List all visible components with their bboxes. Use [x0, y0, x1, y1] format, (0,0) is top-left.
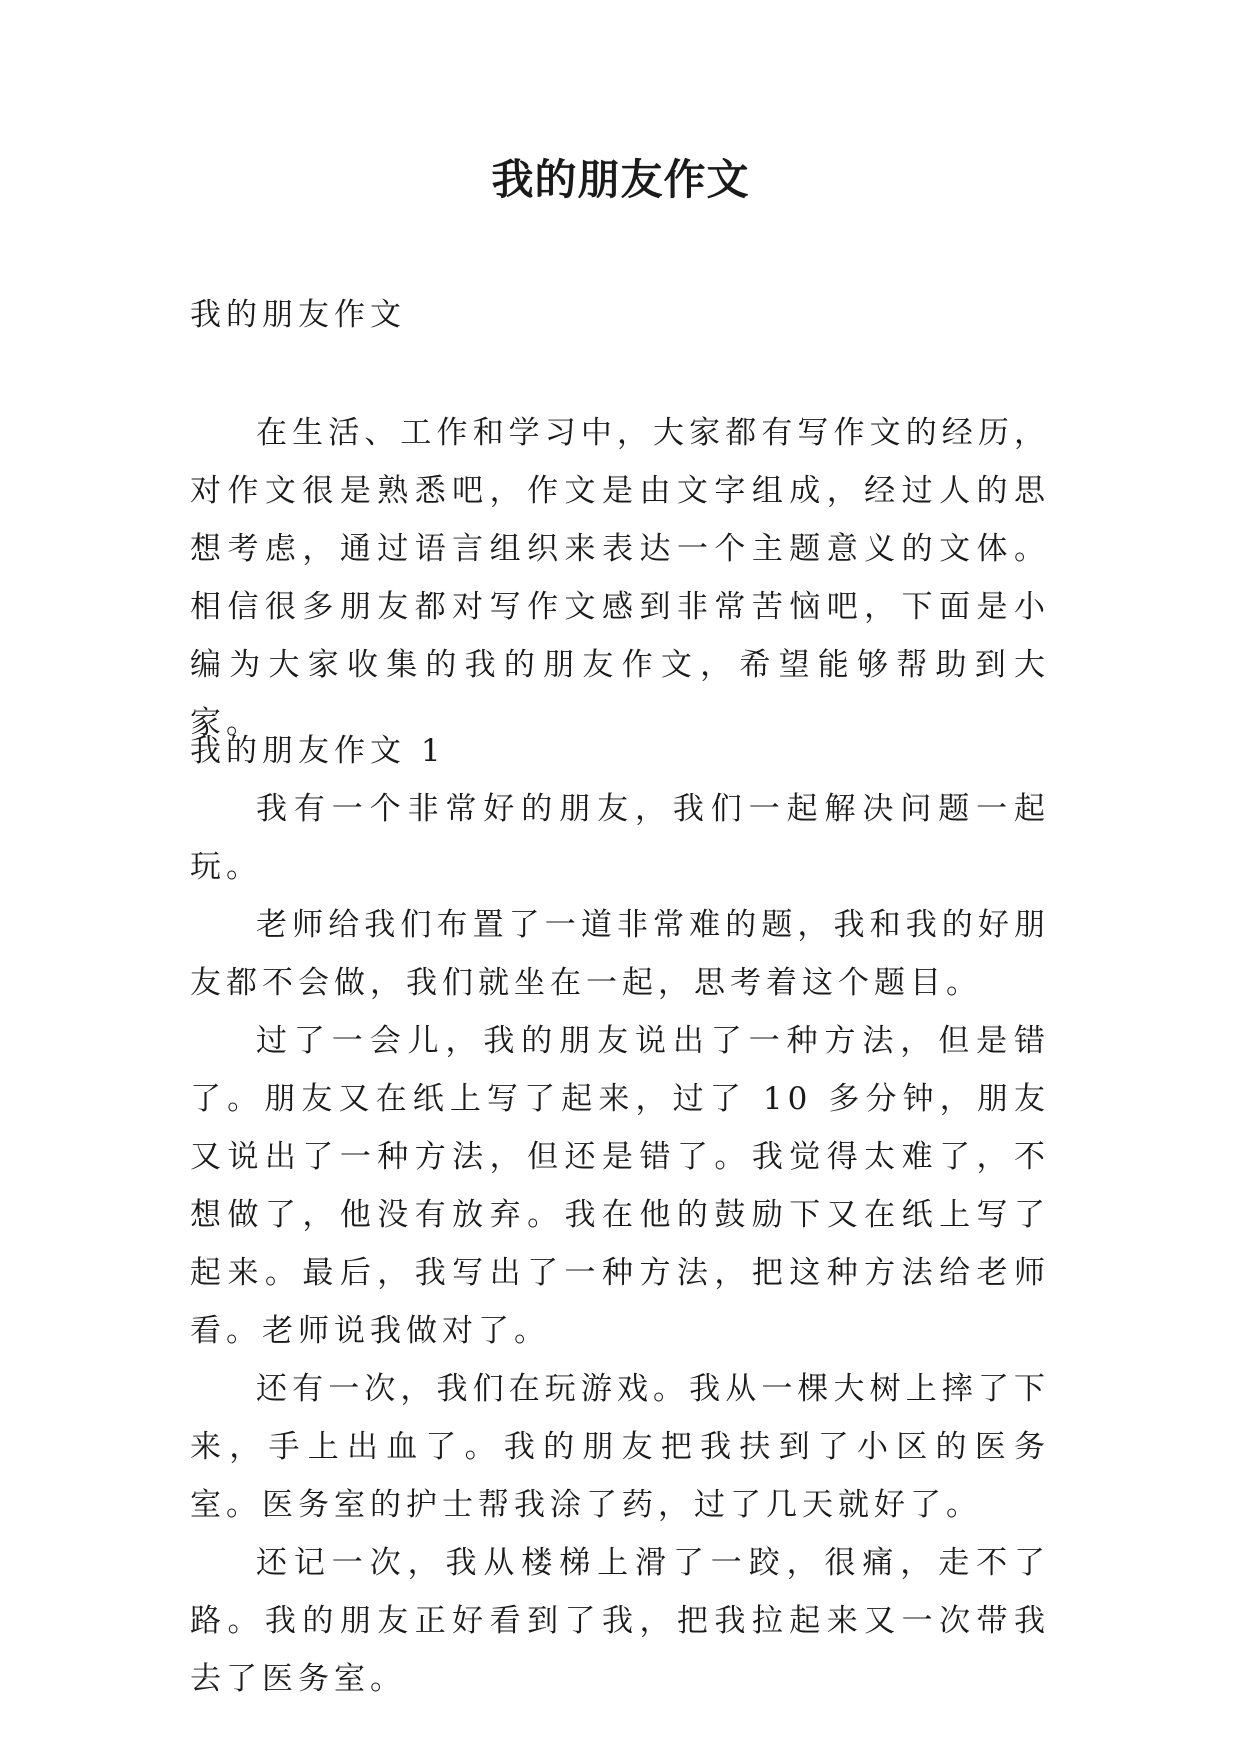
document-subtitle: 我的朋友作文: [190, 297, 406, 333]
section-heading: 我的朋友作文 1: [190, 733, 446, 769]
intro-paragraph: 在生活、工作和学习中，大家都有写作文的经历，对作文很是熟悉吧，作文是由文字组成，经过人的思想考虑，通过语言组织来表达一个主题意义的文体。相信很多朋友都对写作文感到非常苦恼吧，下面是小编为大家收集的我的朋友作文，希望能够帮助到大家。: [190, 415, 1050, 741]
essay-paragraph-3: 过了一会儿，我的朋友说出了一种方法，但是错了。朋友又在纸上写了起来，过了 10 多分钟，朋友又说出了一种方法，但还是错了。我觉得太难了，不想做了，他没有放弃。我在他的鼓励下又在纸上写了起来。最后，我写出了一种方法，把这种方法给老师看。老师说我做对了。: [190, 1023, 1050, 1349]
essay-paragraph-4: 还有一次，我们在玩游戏。我从一棵大树上摔了下来，手上出血了。我的朋友把我扶到了小区的医务室。医务室的护士帮我涂了药，过了几天就好了。: [190, 1371, 1050, 1523]
document-title: 我的朋友作文: [491, 155, 750, 204]
essay-paragraph-5: 还记一次，我从楼梯上滑了一跤，很痛，走不了路。我的朋友正好看到了我，把我拉起来又一次带我去了医务室。: [190, 1545, 1050, 1697]
essay-section-1: [190, 722, 1050, 1708]
intro-section: [190, 404, 1050, 752]
essay-paragraph-1: 我有一个非常好的朋友，我们一起解决问题一起玩。: [190, 791, 1050, 885]
essay-paragraph-2: 老师给我们布置了一道非常难的题，我和我的好朋友都不会做，我们就坐在一起，思考着这个题目。: [190, 907, 1050, 1001]
